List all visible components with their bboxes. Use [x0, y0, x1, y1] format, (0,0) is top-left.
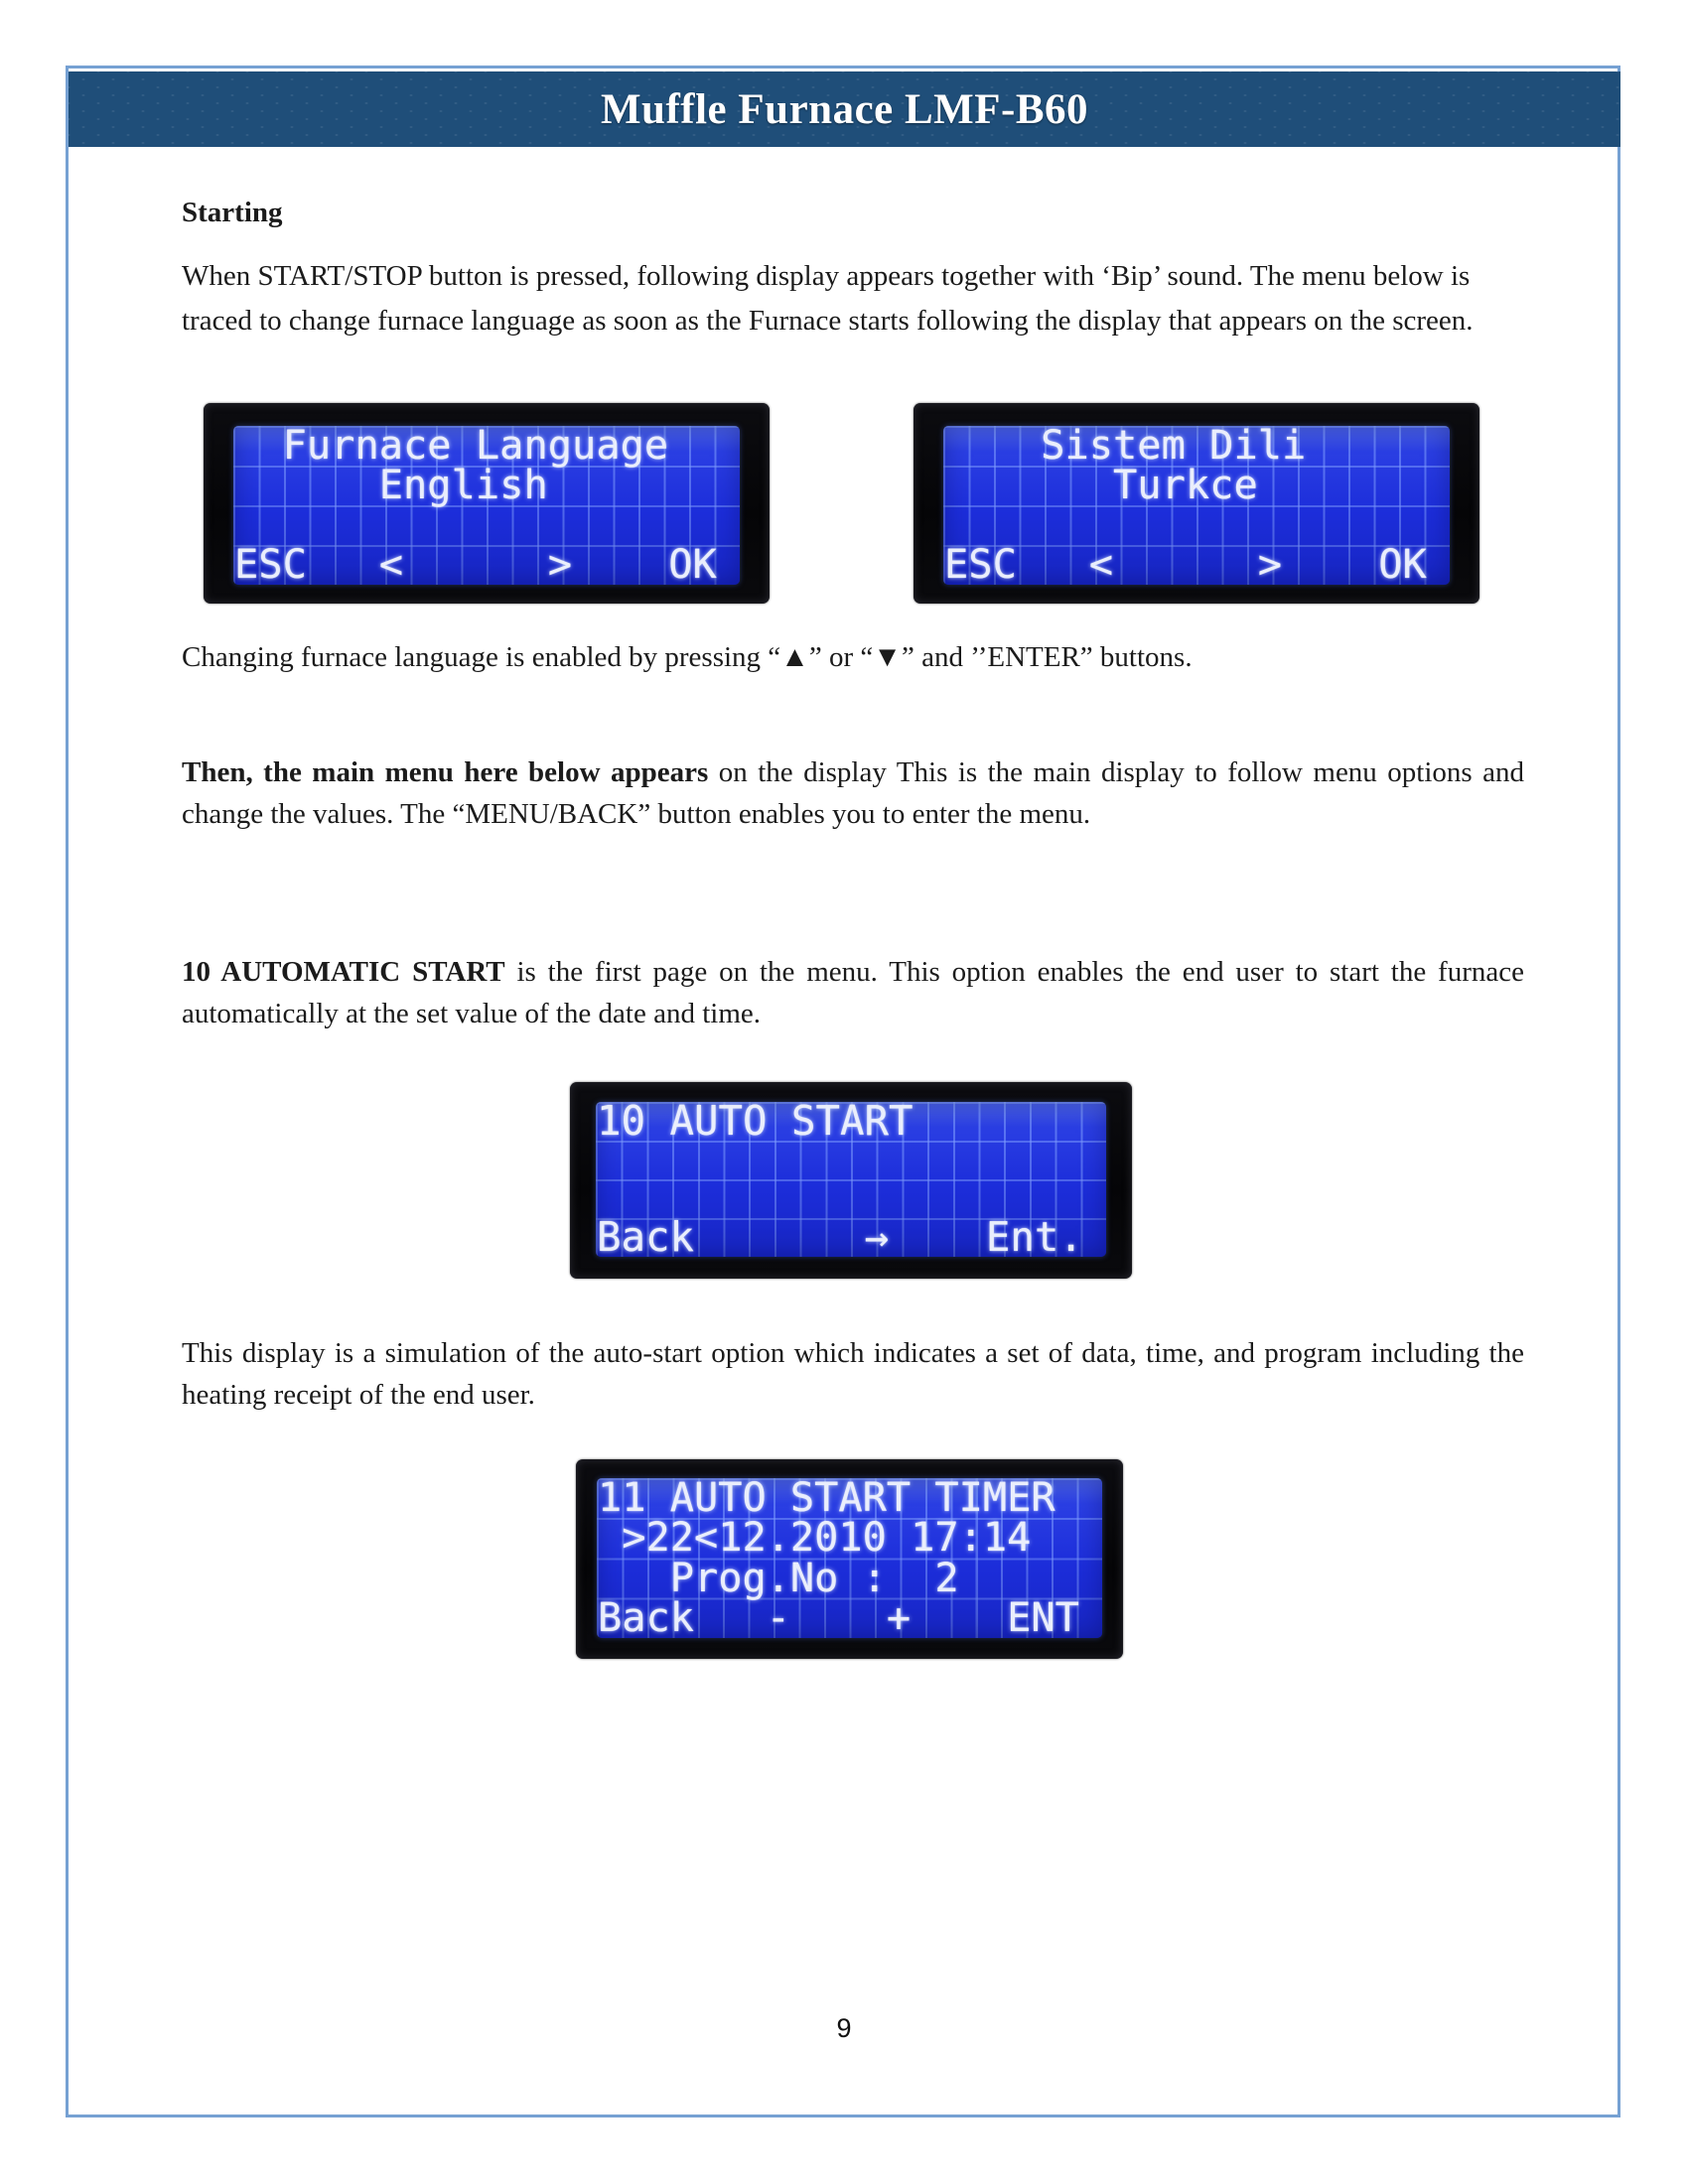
lcd-screen: [597, 1478, 1102, 1638]
lcd-softkeys: Back → Ent.: [597, 1213, 1083, 1257]
paragraph-simulation: This display is a simulation of the auto-start option which indicates a set of data, time, and program including the heating receipt of the end user.: [182, 1337, 1524, 1411]
paragraph-automatic-start-bold: 10 AUTOMATIC START: [182, 956, 505, 988]
lcd-display-furnace-language: [204, 403, 770, 604]
paragraph-changing-language: Changing furnace language is enabled by pressing “▲” or “▼” and ’’ENTER” buttons.: [182, 641, 1193, 673]
paragraph-automatic-start: [182, 951, 1524, 1034]
lcd-line-3: [944, 505, 1450, 545]
section-heading-starting: Starting: [182, 197, 283, 228]
lcd-line-2: >22<12.2010 17:14: [598, 1515, 1079, 1562]
lcd-line-1: Furnace Language: [234, 426, 717, 469]
page-title: Muffle Furnace LMF-B60: [600, 85, 1089, 133]
paragraph-start-stop: When START/STOP button is pressed, following display appears together with ‘Bip’ sound. The menu below is traced to change furnace language as soon as the Furnace starts following the display that appears on the screen.: [182, 260, 1474, 337]
paragraph-automatic-start-rest: is the first page on the menu. This option enables the end user to start the furnace automatically at the set value of the date and time.: [182, 956, 1524, 1029]
lcd-line-3: [234, 505, 740, 545]
lcd-line-2: Turkce: [944, 462, 1427, 508]
lcd-display-sistem-dili: [914, 403, 1479, 604]
lcd-screen: [233, 426, 740, 585]
lcd-softkeys: ESC < > OK: [944, 541, 1427, 585]
lcd-screen: [943, 426, 1450, 585]
header-bar: [69, 71, 1620, 147]
page-number: 9: [836, 2013, 852, 2043]
lcd-softkeys: Back - + ENT: [598, 1594, 1079, 1638]
lcd-display-auto-start: [570, 1082, 1132, 1279]
paragraph-main-menu: [182, 751, 1524, 835]
lcd-display-auto-start-timer: [576, 1459, 1123, 1659]
lcd-screen: [596, 1102, 1106, 1257]
paragraph-main-menu-bold: Then, the main menu here below appears: [182, 756, 709, 788]
lcd-line-1: Sistem Dili: [944, 426, 1427, 469]
lcd-softkeys: ESC < > OK: [234, 541, 717, 585]
lcd-line-1: 10 AUTO START: [597, 1102, 1083, 1145]
lcd-line-2: English: [234, 462, 717, 508]
lcd-line-1: 11 AUTO START TIMER: [598, 1478, 1079, 1521]
paragraph-main-menu-rest: on the display This is the main display to follow menu options and change the values. The “MENU/BACK” button enables you to enter the menu.: [182, 756, 1525, 830]
lcd-line-3: Prog.No : 2: [598, 1555, 1079, 1601]
